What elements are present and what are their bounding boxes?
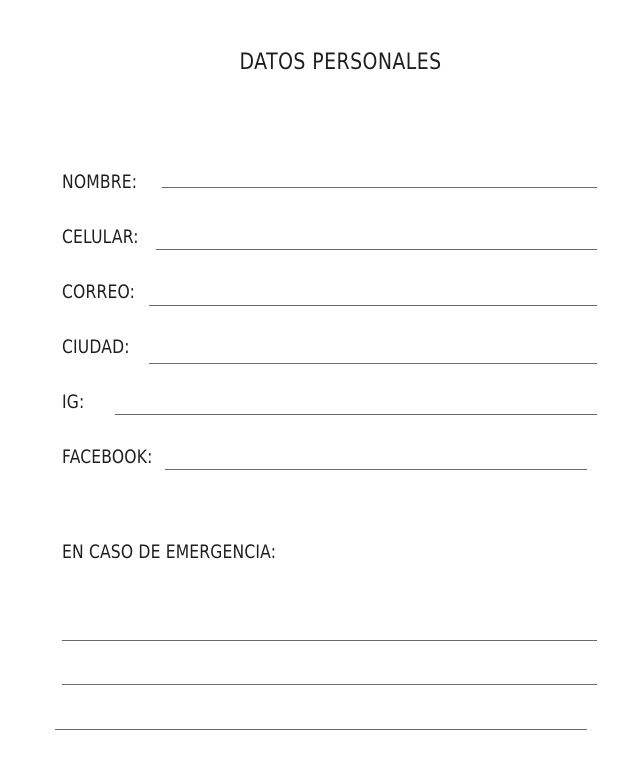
label-facebook: FACEBOOK: — [62, 446, 153, 468]
celular-line[interactable] — [156, 249, 597, 250]
emergency-label: EN CASO DE EMERGENCIA: — [62, 541, 277, 563]
ig-line[interactable] — [115, 414, 597, 415]
label-ciudad: CIUDAD: — [62, 336, 130, 358]
nombre-line[interactable] — [162, 187, 597, 188]
emergency-line-2[interactable] — [62, 684, 597, 685]
label-celular: CELULAR: — [62, 226, 139, 248]
emergency-line-1[interactable] — [62, 640, 597, 641]
label-nombre: NOMBRE: — [62, 171, 138, 193]
label-ig: IG: — [62, 391, 85, 413]
page-title: DATOS PERSONALES — [239, 50, 442, 75]
facebook-line[interactable] — [165, 469, 587, 470]
ciudad-line[interactable] — [149, 363, 597, 364]
correo-line[interactable] — [149, 305, 597, 306]
emergency-line-3[interactable] — [55, 729, 587, 730]
label-correo: CORREO: — [62, 281, 136, 303]
